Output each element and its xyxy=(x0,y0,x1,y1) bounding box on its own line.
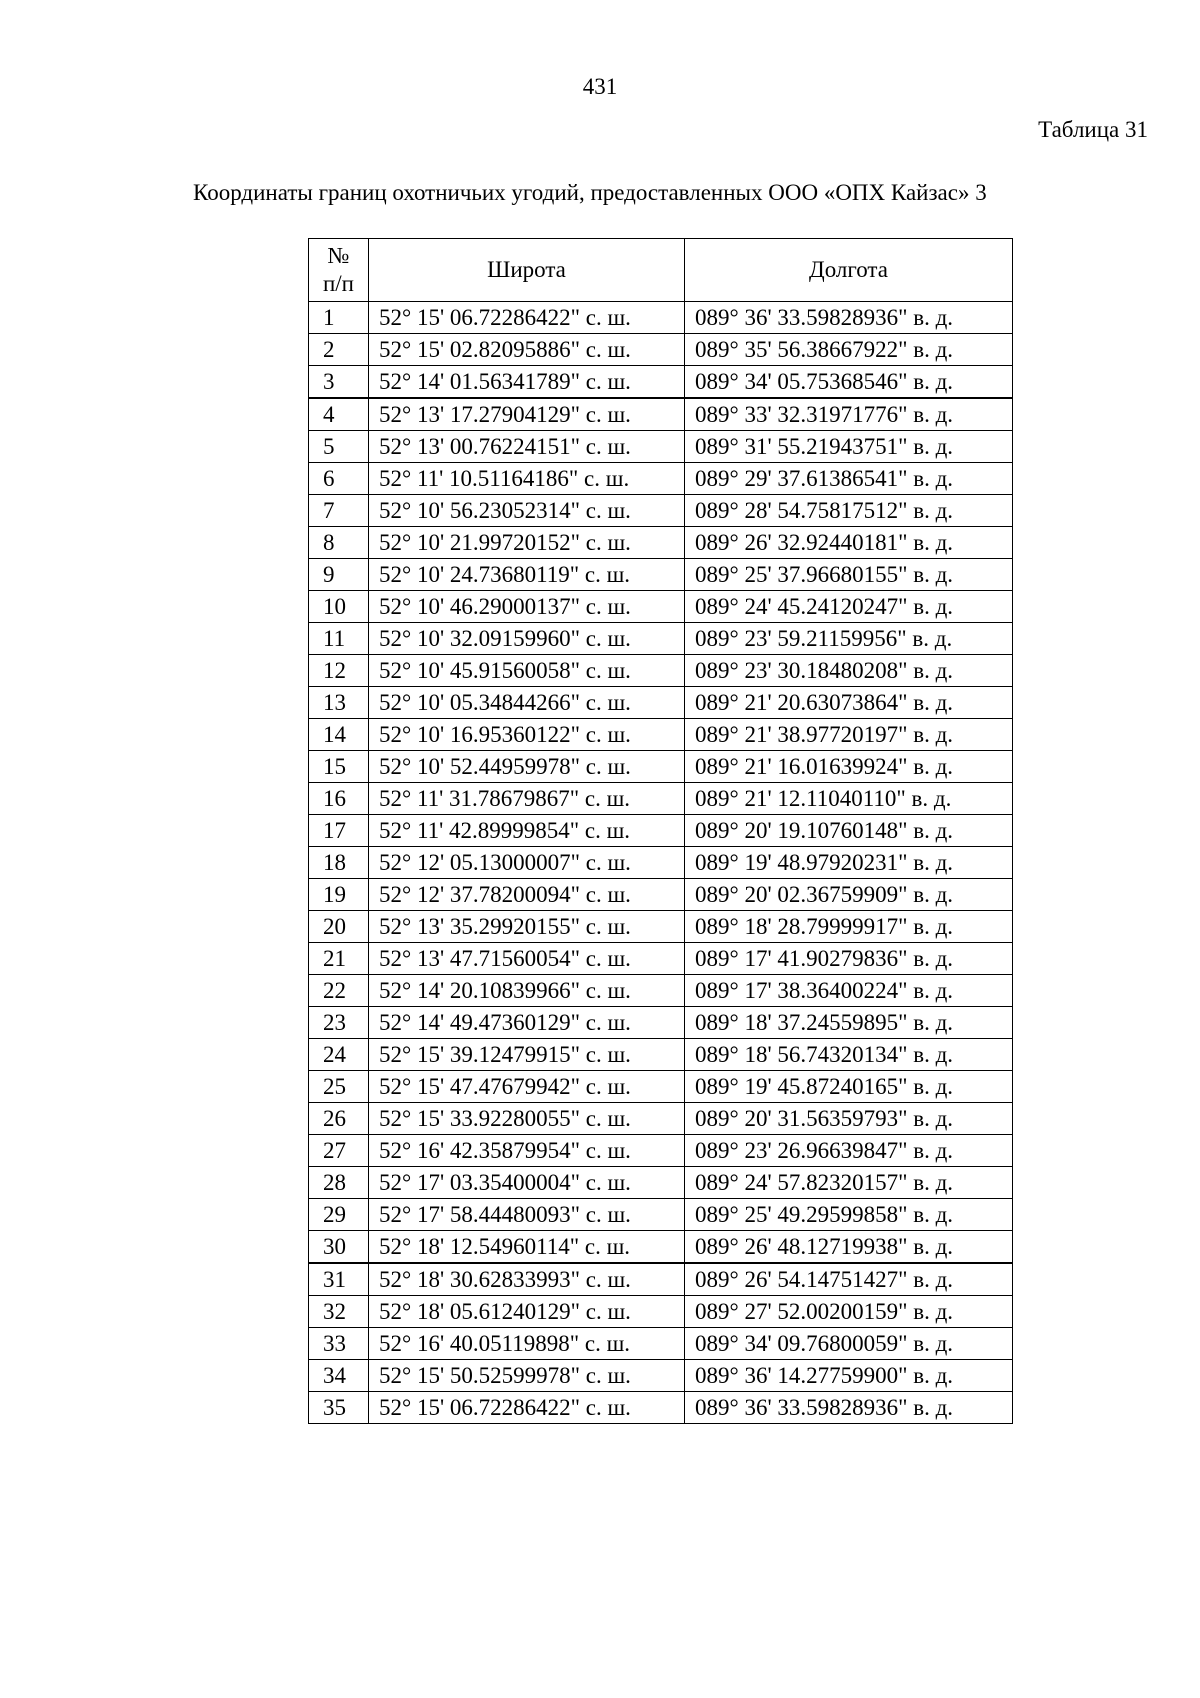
table-row xyxy=(309,1071,1013,1103)
row-longitude: 089° 18' 56.74320134" в. д. xyxy=(685,1039,1013,1071)
table-row xyxy=(309,591,1013,623)
row-number: 6 xyxy=(309,463,369,495)
row-longitude: 089° 24' 45.24120247" в. д. xyxy=(685,591,1013,623)
row-longitude: 089° 17' 41.90279836" в. д. xyxy=(685,943,1013,975)
row-longitude: 089° 21' 12.11040110" в. д. xyxy=(685,783,1013,815)
row-latitude: 52° 18' 05.61240129" с. ш. xyxy=(369,1296,685,1328)
row-longitude: 089° 24' 57.82320157" в. д. xyxy=(685,1167,1013,1199)
table-row xyxy=(309,366,1013,399)
row-latitude: 52° 18' 30.62833993" с. ш. xyxy=(369,1263,685,1296)
row-latitude: 52° 10' 24.73680119" с. ш. xyxy=(369,559,685,591)
row-latitude: 52° 13' 47.71560054" с. ш. xyxy=(369,943,685,975)
row-number: 4 xyxy=(309,398,369,431)
row-latitude: 52° 10' 46.29000137" с. ш. xyxy=(369,591,685,623)
row-number: 26 xyxy=(309,1103,369,1135)
row-number: 15 xyxy=(309,751,369,783)
table-row xyxy=(309,1135,1013,1167)
row-latitude: 52° 10' 56.23052314" с. ш. xyxy=(369,495,685,527)
row-longitude: 089° 20' 19.10760148" в. д. xyxy=(685,815,1013,847)
table-body xyxy=(309,302,1013,1424)
row-latitude: 52° 16' 42.35879954" с. ш. xyxy=(369,1135,685,1167)
row-number: 14 xyxy=(309,719,369,751)
row-number: 21 xyxy=(309,943,369,975)
row-number: 9 xyxy=(309,559,369,591)
row-latitude: 52° 12' 05.13000007" с. ш. xyxy=(369,847,685,879)
row-latitude: 52° 15' 06.72286422" с. ш. xyxy=(369,302,685,334)
row-longitude: 089° 26' 48.12719938" в. д. xyxy=(685,1231,1013,1264)
table-row xyxy=(309,687,1013,719)
row-latitude: 52° 15' 33.92280055" с. ш. xyxy=(369,1103,685,1135)
row-longitude: 089° 25' 49.29599858" в. д. xyxy=(685,1199,1013,1231)
table-row xyxy=(309,1167,1013,1199)
row-latitude: 52° 13' 35.29920155" с. ш. xyxy=(369,911,685,943)
coordinates-table xyxy=(308,238,1013,1424)
row-longitude: 089° 21' 38.97720197" в. д. xyxy=(685,719,1013,751)
row-longitude: 089° 28' 54.75817512" в. д. xyxy=(685,495,1013,527)
table-row xyxy=(309,1199,1013,1231)
table-row xyxy=(309,975,1013,1007)
row-number: 20 xyxy=(309,911,369,943)
table-row xyxy=(309,943,1013,975)
row-longitude: 089° 27' 52.00200159" в. д. xyxy=(685,1296,1013,1328)
row-number: 25 xyxy=(309,1071,369,1103)
row-number: 1 xyxy=(309,302,369,334)
row-longitude: 089° 36' 33.59828936" в. д. xyxy=(685,1392,1013,1424)
row-number: 31 xyxy=(309,1263,369,1296)
table-row xyxy=(309,1296,1013,1328)
row-latitude: 52° 15' 06.72286422" с. ш. xyxy=(369,1392,685,1424)
table-row xyxy=(309,655,1013,687)
row-latitude: 52° 16' 40.05119898" с. ш. xyxy=(369,1328,685,1360)
row-latitude: 52° 15' 47.47679942" с. ш. xyxy=(369,1071,685,1103)
row-number: 27 xyxy=(309,1135,369,1167)
row-longitude: 089° 19' 45.87240165" в. д. xyxy=(685,1071,1013,1103)
table-row xyxy=(309,815,1013,847)
row-longitude: 089° 23' 59.21159956" в. д. xyxy=(685,623,1013,655)
row-longitude: 089° 21' 16.01639924" в. д. xyxy=(685,751,1013,783)
row-number: 11 xyxy=(309,623,369,655)
row-longitude: 089° 26' 32.92440181" в. д. xyxy=(685,527,1013,559)
header-number xyxy=(309,239,369,302)
header-longitude: Долгота xyxy=(685,239,1013,302)
row-longitude: 089° 18' 37.24559895" в. д. xyxy=(685,1007,1013,1039)
row-longitude: 089° 20' 02.36759909" в. д. xyxy=(685,879,1013,911)
table-row xyxy=(309,559,1013,591)
table-row xyxy=(309,847,1013,879)
table-header-row xyxy=(309,239,1013,302)
table-row xyxy=(309,783,1013,815)
row-latitude: 52° 11' 10.51164186" с. ш. xyxy=(369,463,685,495)
row-latitude: 52° 17' 58.44480093" с. ш. xyxy=(369,1199,685,1231)
table-row xyxy=(309,334,1013,366)
row-latitude: 52° 11' 31.78679867" с. ш. xyxy=(369,783,685,815)
row-latitude: 52° 10' 45.91560058" с. ш. xyxy=(369,655,685,687)
row-number: 12 xyxy=(309,655,369,687)
row-number: 33 xyxy=(309,1328,369,1360)
row-latitude: 52° 10' 16.95360122" с. ш. xyxy=(369,719,685,751)
row-number: 16 xyxy=(309,783,369,815)
table-row xyxy=(309,1103,1013,1135)
row-latitude: 52° 14' 01.56341789" с. ш. xyxy=(369,366,685,399)
row-longitude: 089° 29' 37.61386541" в. д. xyxy=(685,463,1013,495)
row-number: 3 xyxy=(309,366,369,399)
row-longitude: 089° 36' 14.27759900" в. д. xyxy=(685,1360,1013,1392)
row-longitude: 089° 33' 32.31971776" в. д. xyxy=(685,398,1013,431)
row-latitude: 52° 14' 49.47360129" с. ш. xyxy=(369,1007,685,1039)
row-longitude: 089° 35' 56.38667922" в. д. xyxy=(685,334,1013,366)
row-number: 22 xyxy=(309,975,369,1007)
row-number: 7 xyxy=(309,495,369,527)
row-number: 29 xyxy=(309,1199,369,1231)
table-row xyxy=(309,398,1013,431)
table-row xyxy=(309,527,1013,559)
table-row xyxy=(309,911,1013,943)
table-row xyxy=(309,1007,1013,1039)
row-latitude: 52° 18' 12.54960114" с. ш. xyxy=(369,1231,685,1264)
header-number-symbol: № xyxy=(327,243,350,268)
row-number: 13 xyxy=(309,687,369,719)
row-latitude: 52° 17' 03.35400004" с. ш. xyxy=(369,1167,685,1199)
row-longitude: 089° 19' 48.97920231" в. д. xyxy=(685,847,1013,879)
row-longitude: 089° 18' 28.79999917" в. д. xyxy=(685,911,1013,943)
row-latitude: 52° 10' 32.09159960" с. ш. xyxy=(369,623,685,655)
row-longitude: 089° 26' 54.14751427" в. д. xyxy=(685,1263,1013,1296)
row-longitude: 089° 36' 33.59828936" в. д. xyxy=(685,302,1013,334)
table-row xyxy=(309,1328,1013,1360)
table-row xyxy=(309,302,1013,334)
row-number: 23 xyxy=(309,1007,369,1039)
table-row xyxy=(309,623,1013,655)
table-row xyxy=(309,1263,1013,1296)
row-longitude: 089° 17' 38.36400224" в. д. xyxy=(685,975,1013,1007)
table-row xyxy=(309,751,1013,783)
header-latitude: Широта xyxy=(369,239,685,302)
row-longitude: 089° 25' 37.96680155" в. д. xyxy=(685,559,1013,591)
row-number: 30 xyxy=(309,1231,369,1264)
row-latitude: 52° 14' 20.10839966" с. ш. xyxy=(369,975,685,1007)
row-longitude: 089° 21' 20.63073864" в. д. xyxy=(685,687,1013,719)
row-number: 10 xyxy=(309,591,369,623)
table-row xyxy=(309,1039,1013,1071)
row-number: 2 xyxy=(309,334,369,366)
header-number-abbrev: п/п xyxy=(322,271,354,296)
table-row xyxy=(309,495,1013,527)
row-latitude: 52° 13' 00.76224151" с. ш. xyxy=(369,431,685,463)
table-row xyxy=(309,879,1013,911)
row-longitude: 089° 20' 31.56359793" в. д. xyxy=(685,1103,1013,1135)
row-latitude: 52° 10' 52.44959978" с. ш. xyxy=(369,751,685,783)
table-row xyxy=(309,463,1013,495)
table-title: Координаты границ охотничьих угодий, предоставленных ООО «ОПХ Кайзас» 3 xyxy=(193,180,987,205)
row-latitude: 52° 10' 05.34844266" с. ш. xyxy=(369,687,685,719)
row-number: 34 xyxy=(309,1360,369,1392)
page-number: 431 xyxy=(582,74,618,99)
row-longitude: 089° 34' 05.75368546" в. д. xyxy=(685,366,1013,399)
row-number: 17 xyxy=(309,815,369,847)
row-latitude: 52° 15' 39.12479915" с. ш. xyxy=(369,1039,685,1071)
row-number: 18 xyxy=(309,847,369,879)
table-row xyxy=(309,719,1013,751)
row-number: 28 xyxy=(309,1167,369,1199)
row-number: 32 xyxy=(309,1296,369,1328)
row-number: 5 xyxy=(309,431,369,463)
row-number: 8 xyxy=(309,527,369,559)
row-longitude: 089° 23' 26.96639847" в. д. xyxy=(685,1135,1013,1167)
table-row xyxy=(309,1392,1013,1424)
row-number: 24 xyxy=(309,1039,369,1071)
table-row xyxy=(309,431,1013,463)
row-latitude: 52° 11' 42.89999854" с. ш. xyxy=(369,815,685,847)
row-longitude: 089° 34' 09.76800059" в. д. xyxy=(685,1328,1013,1360)
row-longitude: 089° 31' 55.21943751" в. д. xyxy=(685,431,1013,463)
row-latitude: 52° 15' 02.82095886" с. ш. xyxy=(369,334,685,366)
row-number: 35 xyxy=(309,1392,369,1424)
row-latitude: 52° 15' 50.52599978" с. ш. xyxy=(369,1360,685,1392)
row-longitude: 089° 23' 30.18480208" в. д. xyxy=(685,655,1013,687)
row-number: 19 xyxy=(309,879,369,911)
table-row xyxy=(309,1231,1013,1264)
row-latitude: 52° 13' 17.27904129" с. ш. xyxy=(369,398,685,431)
row-latitude: 52° 10' 21.99720152" с. ш. xyxy=(369,527,685,559)
row-latitude: 52° 12' 37.78200094" с. ш. xyxy=(369,879,685,911)
table-row xyxy=(309,1360,1013,1392)
table-label: Таблица 31 xyxy=(1038,117,1148,142)
